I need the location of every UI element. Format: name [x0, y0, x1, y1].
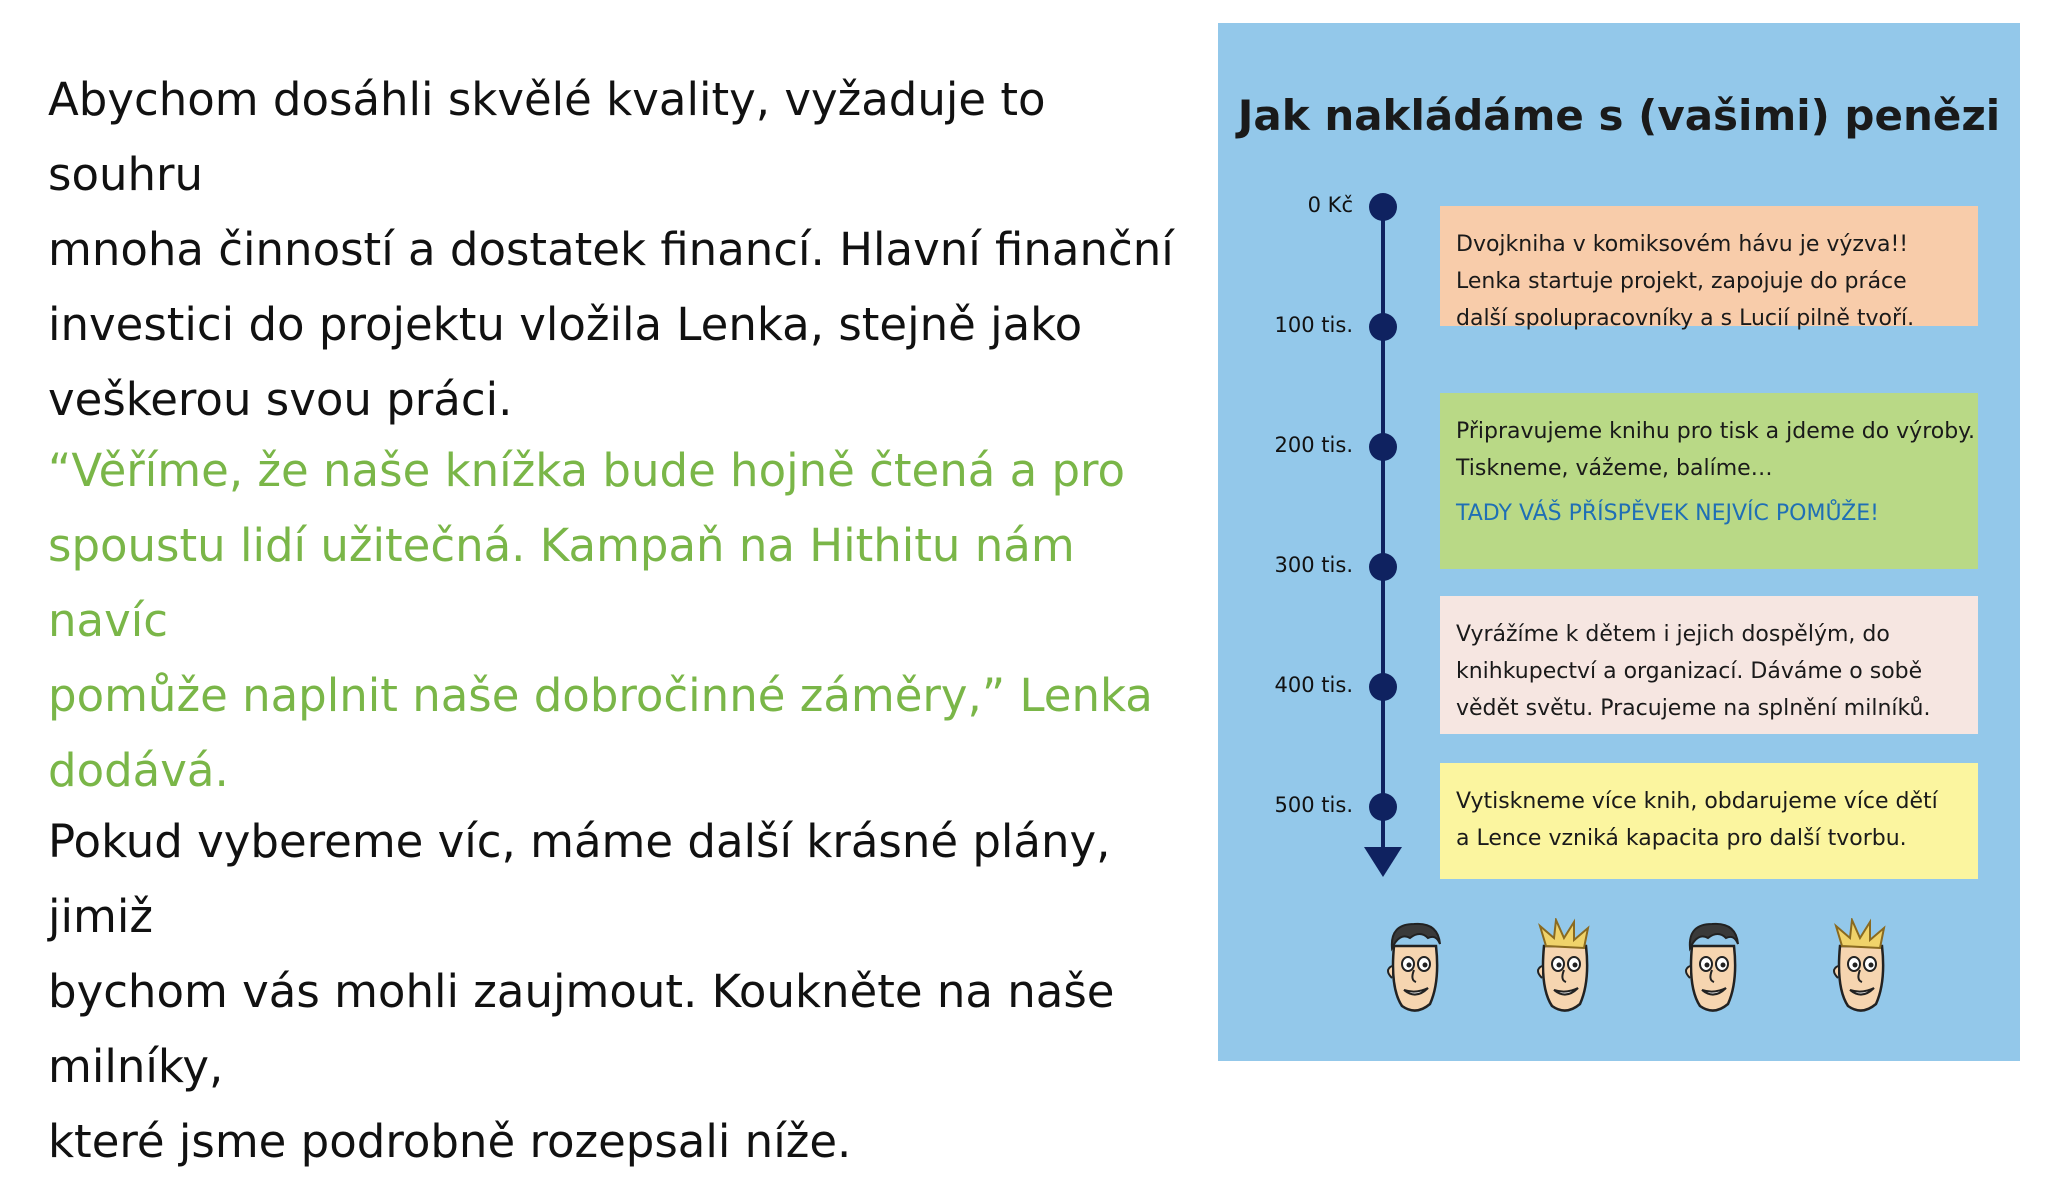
timeline-tick-label: 100 tis.: [1274, 313, 1353, 337]
phase-text-line: vědět světu. Pracujeme na splnění milníků.: [1456, 696, 1931, 721]
quote-line: pomůže naplnit naše dobročinné záměry,” Lenka: [48, 669, 1153, 722]
timeline-dot: [1369, 433, 1397, 461]
phase-text-line: Lenka startuje projekt, zapojuje do práce: [1456, 269, 1907, 294]
boy-face-icon: [1678, 918, 1748, 1018]
phase-text-line: Tiskneme, vážeme, balíme…: [1456, 456, 1773, 481]
phase-text-line: další spolupracovníky a s Lucií pilně tvoří.: [1456, 306, 1915, 331]
intro-line: mnoha činností a dostatek financí. Hlavní finanční: [48, 223, 1174, 276]
intro-line: veškerou svou práci.: [48, 373, 513, 426]
timeline-tick-label: 0 Kč: [1307, 193, 1353, 217]
phase-text-line: knihkupectví a organizací. Dáváme o sobě: [1456, 659, 1923, 684]
phase-box-start: [1440, 206, 1978, 331]
phase-highlight-text: TADY VÁŠ PŘÍSPĚVEK NEJVÍC POMŮŽE!: [1456, 501, 1879, 526]
timeline-dot: [1369, 313, 1397, 341]
quote-line: dodává.: [48, 744, 229, 797]
girl-face-icon: [1530, 918, 1600, 1018]
phase-text-line: Dvojkniha v komiksovém hávu je výzva!!: [1456, 232, 1909, 257]
timeline-dot: [1369, 193, 1397, 221]
timeline-tick-label: 200 tis.: [1274, 433, 1353, 457]
outro-paragraph: [48, 804, 1208, 1179]
phase-box-promotion: [1440, 596, 1978, 734]
timeline-arrow-icon: [1364, 847, 1402, 877]
quote-line: “Věříme, že naše knížka bude hojně čtená a pro: [48, 444, 1126, 497]
phase-text-line: a Lence vzniká kapacita pro další tvorbu.: [1456, 826, 1907, 851]
phase-text-line: Vyrážíme k dětem i jejich dospělým, do: [1456, 622, 1890, 647]
timeline-tick-label: 300 tis.: [1274, 553, 1353, 577]
quote-line: spoustu lidí užitečná. Kampaň na Hithitu nám navíc: [48, 519, 1075, 647]
timeline-dot: [1369, 553, 1397, 581]
outro-line: které jsme podrobně rozepsali níže.: [48, 1115, 852, 1168]
phase-text-line: Vytiskneme více knih, obdarujeme více dětí: [1456, 789, 1938, 814]
intro-line: Abychom dosáhli skvělé kvality, vyžaduje to souhru: [48, 73, 1046, 201]
quote-paragraph: [48, 433, 1208, 808]
intro-paragraph: [48, 62, 1208, 437]
phase-text-line: Připravujeme knihu pro tisk a jdeme do výroby.: [1456, 419, 1976, 444]
outro-line: Pokud vybereme víc, máme další krásné plány, jimiž: [48, 815, 1111, 943]
timeline-dot: [1369, 793, 1397, 821]
boy-face-icon: [1380, 918, 1450, 1018]
timeline-tick-label: 400 tis.: [1274, 673, 1353, 697]
funding-infographic: [1218, 23, 2020, 1061]
outro-line: bychom vás mohli zaujmout. Koukněte na naše milníky,: [48, 965, 1115, 1093]
girl-face-icon: [1826, 918, 1896, 1018]
phase-box-production: [1440, 393, 1978, 569]
infographic-title: Jak nakládáme s (vašimi) penězi: [1237, 91, 2001, 140]
phase-box-extra: [1440, 763, 1978, 879]
timeline-tick-label: 500 tis.: [1274, 793, 1353, 817]
timeline-dot: [1369, 673, 1397, 701]
intro-line: investici do projektu vložila Lenka, stejně jako: [48, 298, 1083, 351]
timeline-axis: [1381, 207, 1385, 847]
